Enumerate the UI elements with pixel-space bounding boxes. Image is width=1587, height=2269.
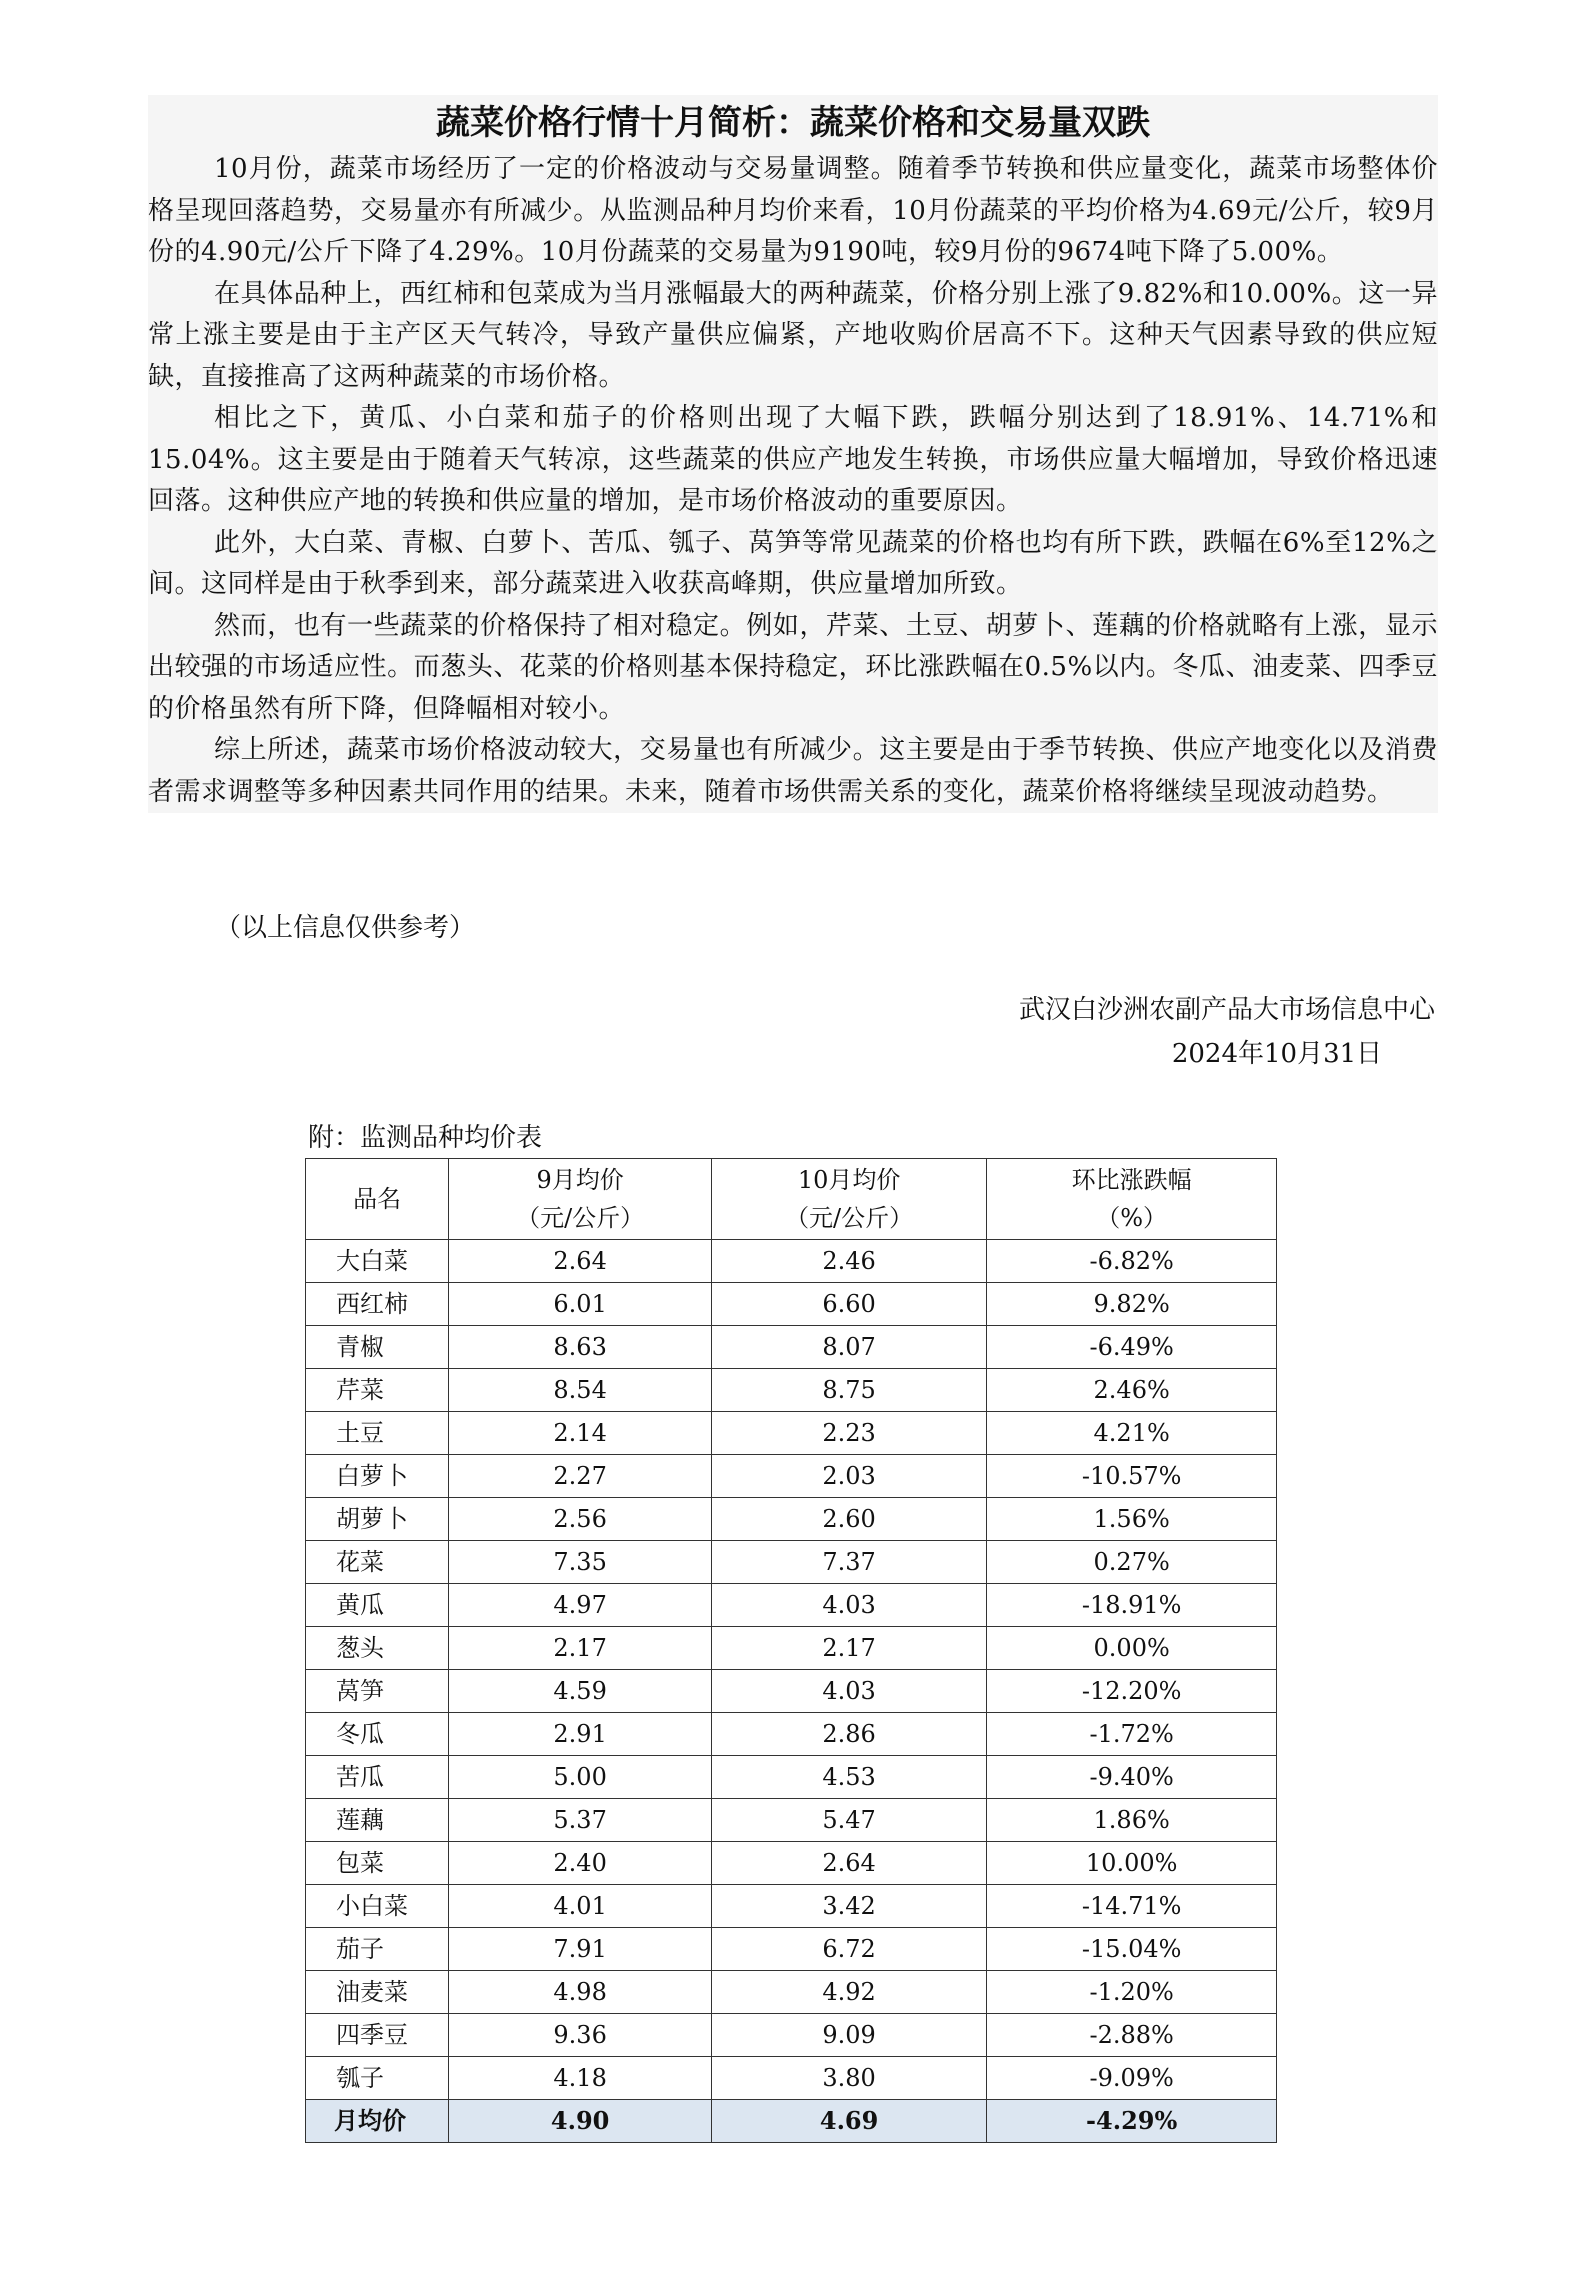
- row-sep-price: 6.01: [449, 1283, 712, 1326]
- page-title: 蔬菜价格行情十月简析：蔬菜价格和交易量双跌: [436, 103, 1150, 143]
- row-sep-price: 2.17: [449, 1627, 712, 1670]
- row-sep-price: 4.18: [449, 2057, 712, 2100]
- header-sep-line2: （元/公斤）: [516, 1204, 645, 1232]
- average-oct-price: 4.69: [711, 2100, 986, 2143]
- row-name: 青椒: [306, 1326, 449, 1369]
- table-row: [306, 1498, 1277, 1541]
- header-name: [306, 1159, 449, 1240]
- row-change: -1.20%: [987, 1971, 1277, 2014]
- row-change: 2.46%: [987, 1369, 1277, 1412]
- table-row: [306, 1885, 1277, 1928]
- signature-block: [1019, 988, 1435, 1076]
- table-header-row: [306, 1159, 1277, 1240]
- header-name-label: 品名: [353, 1185, 402, 1213]
- table-row: [306, 1928, 1277, 1971]
- row-name: 莲藕: [306, 1799, 449, 1842]
- row-name: 西红柿: [306, 1283, 449, 1326]
- price-table: [305, 1158, 1277, 2143]
- header-sep-line1: 9月均价: [536, 1166, 624, 1194]
- header-oct-line1: 10月均价: [797, 1166, 901, 1194]
- row-name: 莴笋: [306, 1670, 449, 1713]
- table-row: [306, 1627, 1277, 1670]
- appendix-label: 附：监测品种均价表: [308, 1123, 543, 1153]
- row-sep-price: 5.37: [449, 1799, 712, 1842]
- row-change: -10.57%: [987, 1455, 1277, 1498]
- table-row: [306, 1756, 1277, 1799]
- row-oct-price: 2.17: [711, 1627, 986, 1670]
- row-change: 0.00%: [987, 1627, 1277, 1670]
- row-sep-price: 4.98: [449, 1971, 712, 2014]
- table-row: [306, 1584, 1277, 1627]
- row-change: 9.82%: [987, 1283, 1277, 1326]
- row-oct-price: 6.72: [711, 1928, 986, 1971]
- row-sep-price: 7.35: [449, 1541, 712, 1584]
- table-row: [306, 1541, 1277, 1584]
- row-change: -6.82%: [987, 1240, 1277, 1283]
- article-block: [148, 95, 1438, 813]
- row-change: 10.00%: [987, 1842, 1277, 1885]
- header-change-line2: （%）: [1096, 1204, 1168, 1232]
- row-sep-price: 4.97: [449, 1584, 712, 1627]
- row-sep-price: 4.01: [449, 1885, 712, 1928]
- row-name: 苦瓜: [306, 1756, 449, 1799]
- row-change: -18.91%: [987, 1584, 1277, 1627]
- row-sep-price: 2.14: [449, 1412, 712, 1455]
- row-oct-price: 3.42: [711, 1885, 986, 1928]
- row-sep-price: 7.91: [449, 1928, 712, 1971]
- row-name: 大白菜: [306, 1240, 449, 1283]
- table-row: [306, 1369, 1277, 1412]
- row-sep-price: 8.54: [449, 1369, 712, 1412]
- row-sep-price: 9.36: [449, 2014, 712, 2057]
- row-oct-price: 6.60: [711, 1283, 986, 1326]
- row-change: -1.72%: [987, 1713, 1277, 1756]
- table-row: [306, 1412, 1277, 1455]
- row-name: 葱头: [306, 1627, 449, 1670]
- header-oct-price: [711, 1159, 986, 1240]
- table-row: [306, 1283, 1277, 1326]
- average-change: -4.29%: [987, 2100, 1277, 2143]
- table-row: [306, 1713, 1277, 1756]
- row-oct-price: 4.92: [711, 1971, 986, 2014]
- table-row: [306, 1455, 1277, 1498]
- row-name: 茄子: [306, 1928, 449, 1971]
- row-name: 花菜: [306, 1541, 449, 1584]
- row-change: 1.86%: [987, 1799, 1277, 1842]
- table-row: [306, 1326, 1277, 1369]
- paragraph-3: 相比之下，黄瓜、小白菜和茄子的价格则出现了大幅下跌，跌幅分别达到了18.91%、14.71%和15.04%。这主要是由于随着天气转凉，这些蔬菜的供应产地发生转换，市场供应量大幅增加，导致价格迅速回落。这种供应产地的转换和供应量的增加，是市场价格波动的重要原因。: [148, 403, 1438, 516]
- table-row: [306, 1799, 1277, 1842]
- table-body: [306, 1240, 1277, 2143]
- row-oct-price: 4.53: [711, 1756, 986, 1799]
- row-name: 芹菜: [306, 1369, 449, 1412]
- average-name: 月均价: [306, 2100, 449, 2143]
- row-oct-price: 7.37: [711, 1541, 986, 1584]
- header-change-line1: 环比涨跌幅: [1071, 1166, 1192, 1194]
- row-name: 土豆: [306, 1412, 449, 1455]
- row-change: 4.21%: [987, 1412, 1277, 1455]
- row-name: 白萝卜: [306, 1455, 449, 1498]
- row-sep-price: 4.59: [449, 1670, 712, 1713]
- row-name: 瓠子: [306, 2057, 449, 2100]
- row-sep-price: 5.00: [449, 1756, 712, 1799]
- row-oct-price: 2.64: [711, 1842, 986, 1885]
- row-sep-price: 8.63: [449, 1326, 712, 1369]
- row-sep-price: 2.27: [449, 1455, 712, 1498]
- row-name: 四季豆: [306, 2014, 449, 2057]
- header-oct-line2: （元/公斤）: [785, 1204, 914, 1232]
- table-row: [306, 2057, 1277, 2100]
- row-name: 冬瓜: [306, 1713, 449, 1756]
- row-oct-price: 2.23: [711, 1412, 986, 1455]
- row-change: -15.04%: [987, 1928, 1277, 1971]
- table-row: [306, 1971, 1277, 2014]
- row-oct-price: 4.03: [711, 1670, 986, 1713]
- row-oct-price: 5.47: [711, 1799, 986, 1842]
- row-oct-price: 2.60: [711, 1498, 986, 1541]
- signature-org: 武汉白沙洲农副产品大市场信息中心: [1018, 995, 1435, 1025]
- row-change: -6.49%: [987, 1326, 1277, 1369]
- row-change: -9.09%: [987, 2057, 1277, 2100]
- paragraph-1: 10月份，蔬菜市场经历了一定的价格波动与交易量调整。随着季节转换和供应量变化，蔬菜市场整体价格呈现回落趋势，交易量亦有所减少。从监测品种月均价来看，10月份蔬菜的平均价格为4.69元/公斤，较9月份的4.90元/公斤下降了4.29%。10月份蔬菜的交易量为9190吨，较9月份的9674吨下降了5.00%。: [148, 154, 1438, 267]
- paragraph-6: 综上所述，蔬菜市场价格波动较大，交易量也有所减少。这主要是由于季节转换、供应产地变化以及消费者需求调整等多种因素共同作用的结果。未来，随着市场供需关系的变化，蔬菜价格将继续呈现波动趋势。: [148, 735, 1438, 807]
- row-name: 小白菜: [306, 1885, 449, 1928]
- row-sep-price: 2.40: [449, 1842, 712, 1885]
- row-name: 油麦菜: [306, 1971, 449, 2014]
- average-row: [306, 2100, 1277, 2143]
- row-name: 包菜: [306, 1842, 449, 1885]
- row-oct-price: 4.03: [711, 1584, 986, 1627]
- row-change: -9.40%: [987, 1756, 1277, 1799]
- row-oct-price: 3.80: [711, 2057, 986, 2100]
- disclaimer-note: （以上信息仅供参考）: [215, 913, 476, 943]
- row-oct-price: 2.86: [711, 1713, 986, 1756]
- row-change: -12.20%: [987, 1670, 1277, 1713]
- row-sep-price: 2.64: [449, 1240, 712, 1283]
- average-sep-price: 4.90: [449, 2100, 712, 2143]
- table-row: [306, 1842, 1277, 1885]
- signature-date: 2024年10月31日: [1171, 1039, 1383, 1069]
- row-sep-price: 2.91: [449, 1713, 712, 1756]
- paragraph-5: 然而，也有一些蔬菜的价格保持了相对稳定。例如，芹菜、土豆、胡萝卜、莲藕的价格就略有上涨，显示出较强的市场适应性。而葱头、花菜的价格则基本保持稳定，环比涨跌幅在0.5%以内。冬瓜、油麦菜、四季豆的价格虽然有所下降，但降幅相对较小。: [148, 610, 1438, 724]
- table-row: [306, 2014, 1277, 2057]
- row-name: 黄瓜: [306, 1584, 449, 1627]
- header-change: [987, 1159, 1277, 1240]
- row-sep-price: 2.56: [449, 1498, 712, 1541]
- row-oct-price: 8.75: [711, 1369, 986, 1412]
- row-oct-price: 8.07: [711, 1326, 986, 1369]
- row-oct-price: 9.09: [711, 2014, 986, 2057]
- paragraph-4: 此外，大白菜、青椒、白萝卜、苦瓜、瓠子、莴笋等常见蔬菜的价格也均有所下跌，跌幅在6%至12%之间。这同样是由于秋季到来，部分蔬菜进入收获高峰期，供应量增加所致。: [148, 527, 1438, 599]
- table-row: [306, 1240, 1277, 1283]
- row-oct-price: 2.46: [711, 1240, 986, 1283]
- row-change: -14.71%: [987, 1885, 1277, 1928]
- row-change: 1.56%: [987, 1498, 1277, 1541]
- row-oct-price: 2.03: [711, 1455, 986, 1498]
- table-row: [306, 1670, 1277, 1713]
- row-change: -2.88%: [987, 2014, 1277, 2057]
- row-change: 0.27%: [987, 1541, 1277, 1584]
- row-name: 胡萝卜: [306, 1498, 449, 1541]
- paragraph-2: 在具体品种上，西红柿和包菜成为当月涨幅最大的两种蔬菜，价格分别上涨了9.82%和10.00%。这一异常上涨主要是由于主产区天气转冷，导致产量供应偏紧，产地收购价居高不下。这种天气因素导致的供应短缺，直接推高了这两种蔬菜的市场价格。: [148, 278, 1438, 392]
- header-sep-price: [449, 1159, 712, 1240]
